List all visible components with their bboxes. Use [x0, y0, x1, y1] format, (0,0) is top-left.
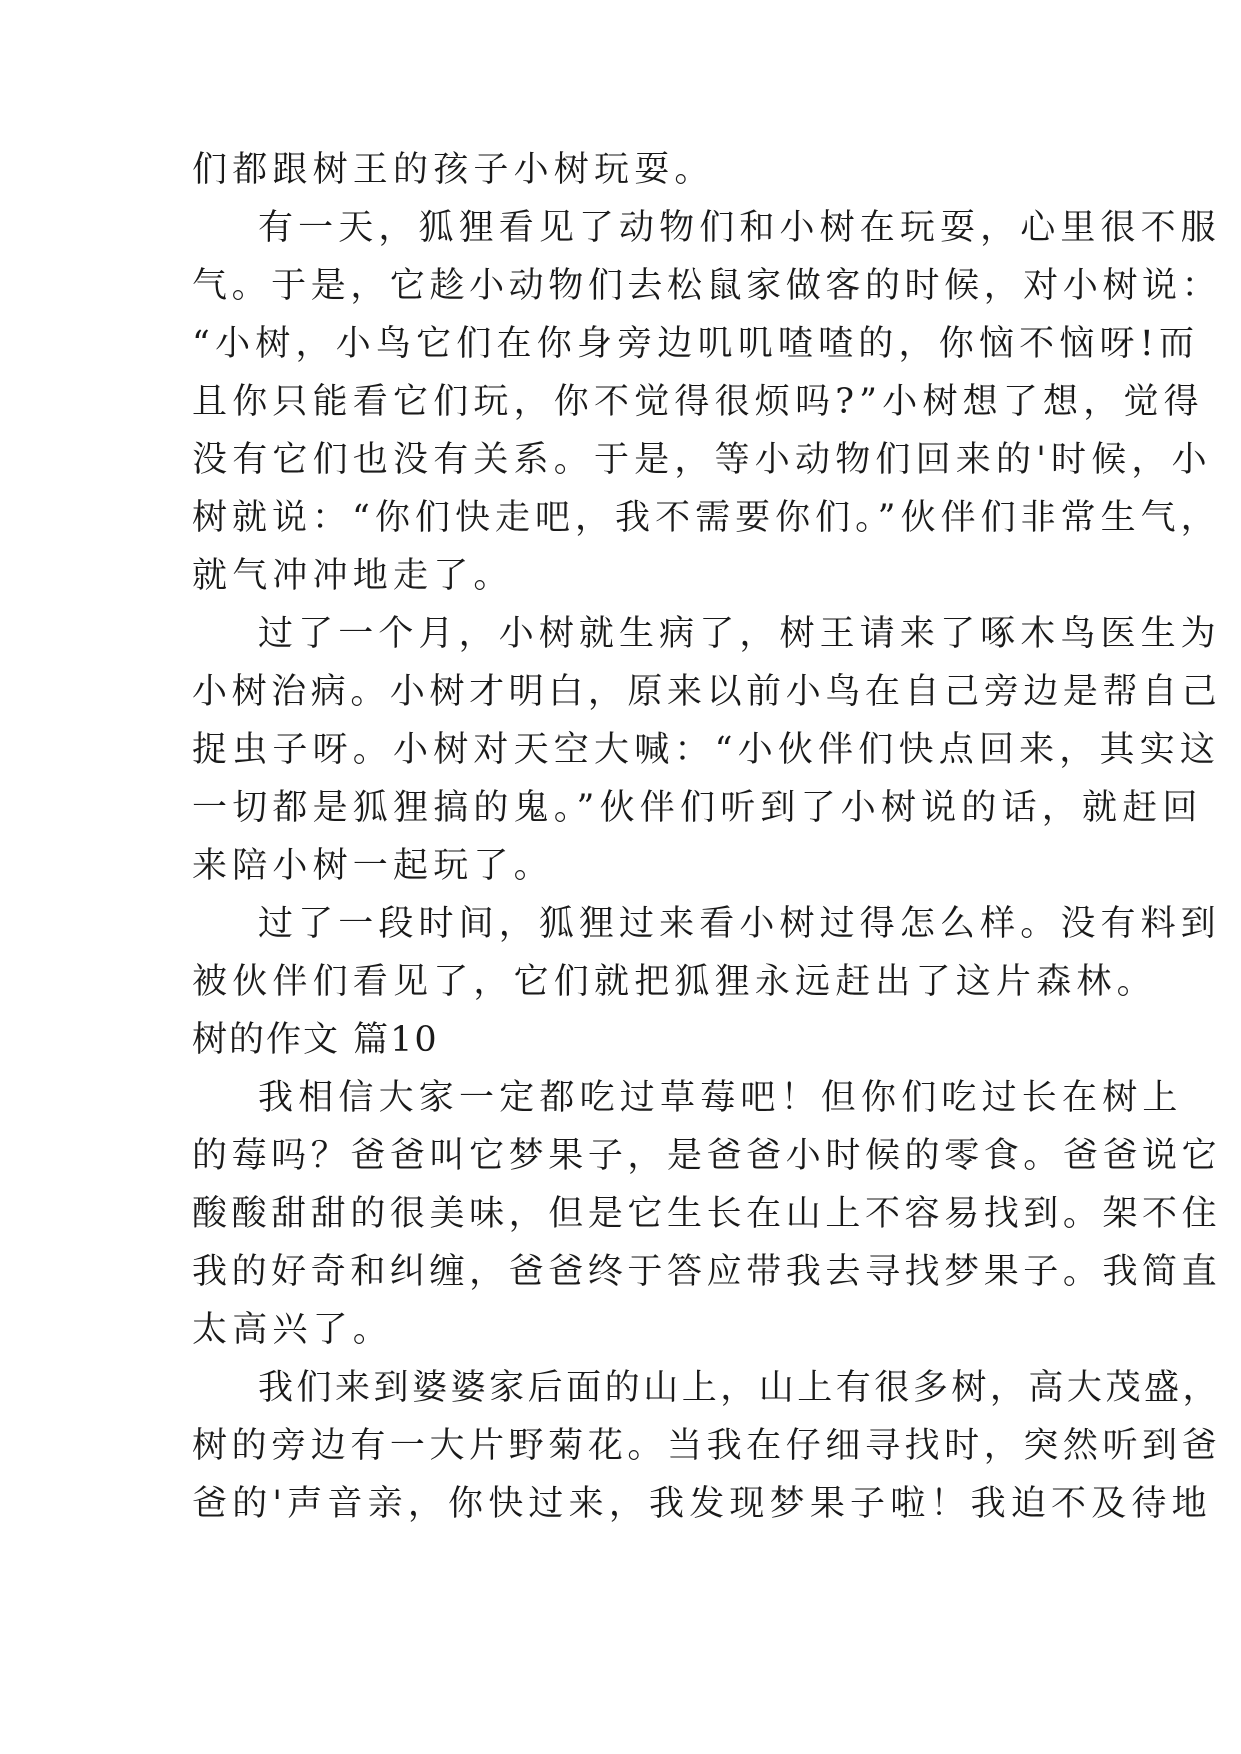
paragraph-line: 我们来到婆婆家后面的山上，山上有很多树，高大茂盛， — [258, 1368, 1222, 1408]
paragraph-line: 过了一段时间，狐狸过来看小树过得怎么样。没有料到 — [258, 904, 1221, 944]
text-line: 被伙伴们看见了，它们就把狐狸永远赶出了这片森林。 — [192, 962, 1157, 1002]
text-line: 树的旁边有一大片野菊花。当我在仔细寻找时，突然听到爸 — [192, 1426, 1222, 1466]
text-line: 酸酸甜甜的很美味，但是它生长在山上不容易找到。架不住 — [192, 1194, 1222, 1234]
paragraph-line: 过了一个月，小树就生病了，树王请来了啄木鸟医生为 — [258, 614, 1221, 654]
paragraph-line: 有一天，狐狸看见了动物们和小树在玩耍，心里很不服 — [258, 208, 1221, 248]
text-line: 我的好奇和纠缠，爸爸终于答应带我去寻找梦果子。我简直 — [192, 1252, 1222, 1292]
text-line: 就气冲冲地走了。 — [192, 556, 514, 596]
text-line: 来陪小树一起玩了。 — [192, 846, 554, 886]
text-line: 太高兴了。 — [192, 1310, 394, 1350]
text-line: 一切都是狐狸搞的鬼。”伙伴们听到了小树说的话，就赶回 — [192, 788, 1203, 828]
text-line: “小树，小鸟它们在你身旁边叽叽喳喳的，你恼不恼呀!而 — [192, 324, 1200, 364]
text-line: 们都跟树王的孩子小树玩耍。 — [192, 150, 715, 190]
text-line: 的莓吗？爸爸叫它梦果子，是爸爸小时候的零食。爸爸说它 — [192, 1136, 1222, 1176]
text-line: 树就说：“你们快走吧，我不需要你们。”伙伴们非常生气， — [192, 498, 1221, 538]
text-line: 捉虫子呀。小树对天空大喊：“小伙伴们快点回来，其实这 — [192, 730, 1221, 770]
text-line: 爸的'声音亲，你快过来，我发现梦果子啦！我迫不及待地 — [192, 1484, 1212, 1524]
text-line: 小树治病。小树才明白，原来以前小鸟在自己旁边是帮自己 — [192, 672, 1222, 712]
paragraph-line: 我相信大家一定都吃过草莓吧！但你们吃过长在树上 — [258, 1078, 1183, 1118]
text-line: 没有它们也没有关系。于是，等小动物们回来的'时候，小 — [192, 440, 1212, 480]
text-line: 且你只能看它们玩，你不觉得很烦吗?”小树想了想，觉得 — [192, 382, 1204, 422]
section-heading: 树的作文 篇10 — [192, 1020, 439, 1060]
text-line: 气。于是，它趁小动物们去松鼠家做客的时候，对小树说： — [192, 266, 1222, 306]
